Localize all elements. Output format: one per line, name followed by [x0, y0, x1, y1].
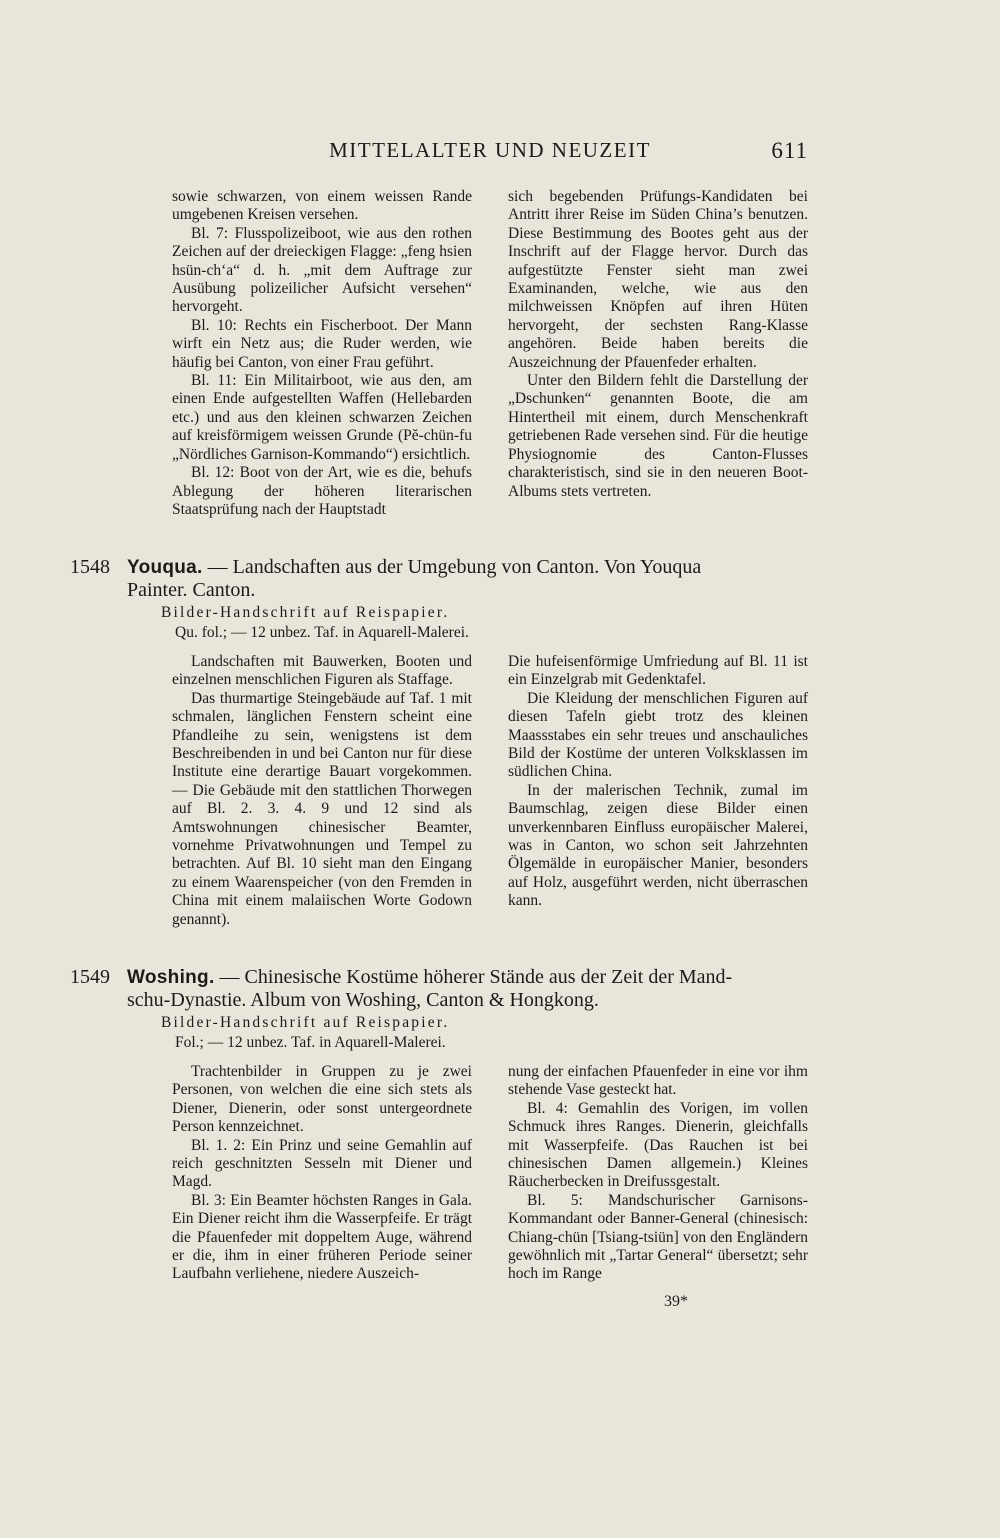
paragraph: Bl. 5: Mandschurischer Garnisons-Kommandant oder Banner-General (chinesisch: Chiang-chün [Tsiang-tsiün] von den Engländern gewöhnlich mit „Tartar General“ übersetzt; sehr hoch im Range	[508, 1191, 808, 1283]
entry-1549-heading	[70, 966, 810, 1012]
paragraph: Bl. 4: Gemahlin des Vorigen, im vollen Schmuck ihres Ranges. Dienerin, gleichfalls mit Wasserpfeife. (Das Rauchen ist bei chinesischen Damen allgemein.) Kleines Räucherbecken in Dreifussgestalt.	[508, 1099, 808, 1191]
paragraph: In der malerischen Technik, zumal im Baumschlag, zeigen diese Bilder einen unverkennbaren Einfluss europäischer Malerei, was in Canton, wo schon seit Jahrzehnten Ölgemälde in europäischer Manier, besonders auf Holz, ausgeführt werden, nicht überraschen kann.	[508, 781, 808, 910]
top-right-column	[508, 188, 808, 519]
entry-artist: Youqua.	[127, 557, 203, 578]
paragraph: nung der einfachen Pfauenfeder in eine vor ihm stehende Vase gesteckt hat.	[508, 1063, 808, 1099]
entry-kind: Bilder-Handschrift auf Reispapier.	[161, 1014, 450, 1031]
paragraph: sich begebenden Prüfungs-Kandidaten bei Antritt ihrer Reise im Süden China’s benutzen. Diese Bestimmung des Bootes geht aus der Inschrift auf der Flagge hervor. Durch das aufgestützte Fenster sieht man zwei Examinanden, welche, wie aus den milchweissen Knöpfen auf ihren Hüten hervorgeht, der sechsten Rang-Klasse angehören. Beide haben bereits die Auszeichnung der Pfauenfeder erhalten.	[508, 188, 808, 371]
entry-1549-left-column	[172, 1063, 472, 1284]
entry-number: 1548	[70, 556, 110, 578]
page-number: 611	[771, 138, 808, 163]
entry-1549-columns	[172, 1063, 808, 1284]
paragraph: Das thurmartige Steingebäude auf Taf. 1 mit schmalen, länglichen Fenstern scheint eine Pfandleihe zu sein, wenigstens ist dem Beschreibenden in und bei Canton nur für diese Institute eine derartige Bauart vorgekommen. — Die Gebäude mit den stattlichen Thorwegen auf Bl. 2. 3. 4. 9 und 12 sind als Amtswohnungen chinesischer Beamter, vornehme Privatwohnungen und Tempel zu betrachten. Auf Bl. 10 sieht man den Eingang zu einem Waarenspeicher (von den Fremden in China mit einem malaiischen Worte Godown genannt).	[172, 689, 472, 928]
entry-1548-left-column	[172, 653, 472, 929]
entry-kind: Bilder-Handschrift auf Reispapier.	[161, 604, 450, 621]
page-header	[172, 138, 808, 168]
entry-title-continued: schu-Dynastie. Album von Woshing, Canton & Hongkong.	[127, 989, 599, 1011]
paragraph: Bl. 7: Flusspolizeiboot, wie aus den rothen Zeichen auf der dreieckigen Flagge: „feng hsien hsün-ch‘a“ d. h. „mit dem Auftrage zur Ausübung polizeilicher Aufsicht versehen“ hervorgeht.	[172, 224, 472, 316]
signature-mark: 39*	[664, 1293, 688, 1310]
paragraph: Bl. 10: Rechts ein Fischerboot. Der Mann wirft ein Netz aus; die Ruder werden, wie häufig bei Canton, von einer Frau geführt.	[172, 316, 472, 371]
paragraph: Bl. 1. 2: Ein Prinz und seine Gemahlin auf reich geschnitzten Sesseln mit Diener und Magd.	[172, 1136, 472, 1191]
top-left-column	[172, 188, 472, 519]
paragraph: Bl. 11: Ein Militairboot, wie aus den, am einen Ende aufgestellten Waffen (Hellebarden etc.) und aus den kleinen schwarzen Zeichen auf kreisförmigem weissen Grunde (Pĕ-chün-fu „Nördliches Garnison-Kommando“) ersichtlich.	[172, 372, 472, 463]
paragraph: Die hufeisenförmige Umfriedung auf Bl. 11 ist ein Einzelgrab mit Gedenktafel.	[508, 653, 808, 689]
paragraph: Unter den Bildern fehlt die Darstellung der „Dschunken“ genannten Boote, die am Hintertheil mit einem, durch Menschenkraft getriebenen Rade versehen sind. Für die heutige Physiognomie des Canton-Flusses charakteristisch, sind sie in den neueren Boot-Albums stets vertreten.	[508, 372, 808, 500]
paragraph: Bl. 3: Ein Beamter höchsten Ranges in Gala. Ein Diener reicht ihm die Wasserpfeife. Er trägt die Pfauenfeder mit doppeltem Auge, während er die, ihm in einer früheren Periode seiner Laufbahn verliehene, niedere Auszeich-	[172, 1191, 472, 1283]
entry-1548-columns	[172, 653, 808, 929]
paragraph: Trachtenbilder in Gruppen zu je zwei Personen, von welchen die eine sich stets als Diener, Dienerin, oder sonst untergeordnete Person kennzeichnet.	[172, 1063, 472, 1136]
entry-format: Fol.; — 12 unbez. Taf. in Aquarell-Malerei.	[175, 1034, 446, 1051]
entry-artist: Woshing.	[127, 967, 215, 988]
entry-format: Qu. fol.; — 12 unbez. Taf. in Aquarell-Malerei.	[175, 624, 469, 641]
entry-title-continued: Painter. Canton.	[127, 579, 256, 601]
top-columns	[172, 188, 808, 519]
entry-1548-heading	[70, 556, 810, 602]
paragraph: sowie schwarzen, von einem weissen Rande umgebenen Kreisen versehen.	[172, 188, 472, 224]
paragraph: Bl. 12: Boot von der Art, wie es die, behufs Ablegung der höheren literarischen Staatsprüfung nach der Hauptstadt	[172, 464, 472, 518]
entry-title: — Chinesische Kostüme höherer Stände aus der Zeit der Mand-	[214, 966, 733, 988]
paragraph: Die Kleidung der menschlichen Figuren auf diesen Tafeln giebt trotz des kleinen Maassstabes ein sehr treues und anschauliches Bild der Kostüme der unteren Volksklassen im südlichen China.	[508, 689, 808, 781]
running-title: MITTELALTER UND NEUZEIT	[329, 138, 651, 162]
entry-1549-right-column	[508, 1063, 808, 1284]
entry-1548-meta	[161, 603, 469, 643]
paragraph: Landschaften mit Bauwerken, Booten und einzelnen menschlichen Figuren als Staffage.	[172, 653, 472, 689]
entry-1548-right-column	[508, 653, 808, 929]
entry-number: 1549	[70, 966, 110, 988]
entry-title: — Landschaften aus der Umgebung von Canton. Von Youqua	[202, 556, 702, 578]
entry-1549-meta	[161, 1013, 449, 1053]
